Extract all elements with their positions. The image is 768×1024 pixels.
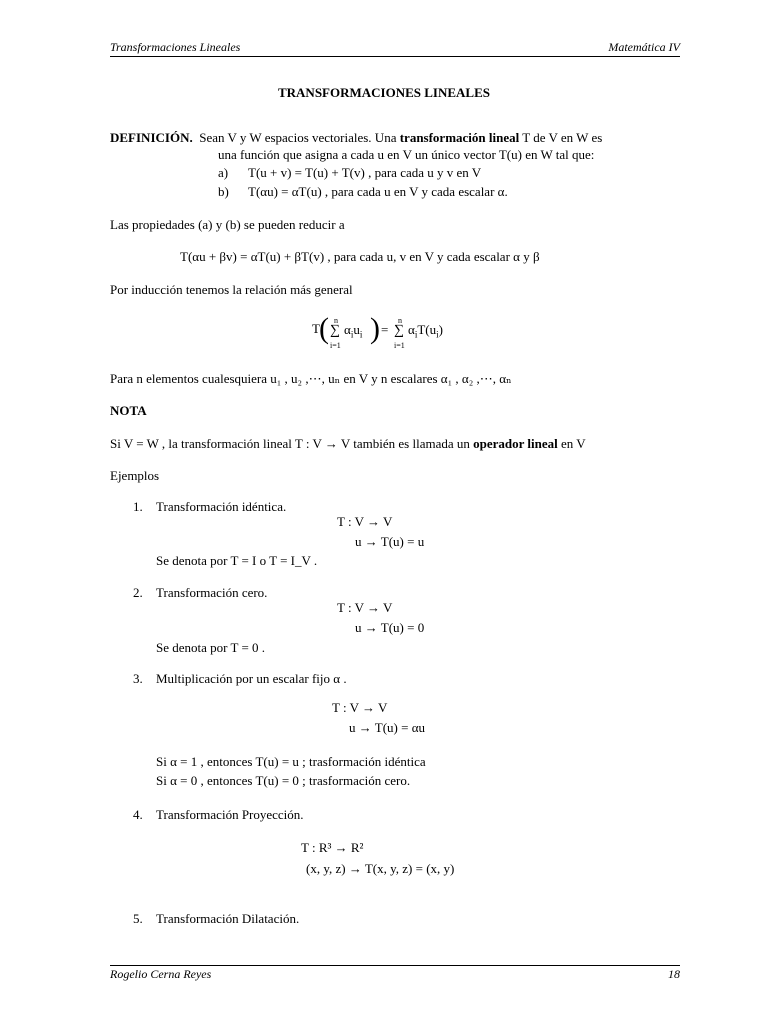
header-rule <box>110 56 680 57</box>
definition-b-text: T(αu) = αT(u) , para cada u en V y cada escalar α. <box>248 184 508 199</box>
header-right: Matemática IV <box>608 40 680 54</box>
definition-bold: transformación lineal <box>399 130 520 145</box>
formula-T: T <box>312 321 320 336</box>
page-title: TRANSFORMACIONES LINEALES <box>277 85 490 100</box>
sum-top-1: n <box>334 316 338 325</box>
nota-heading: NOTA <box>110 403 147 418</box>
example-1-map2: u → T(u) = u <box>355 534 425 549</box>
example-5-num: 5. <box>133 911 143 926</box>
example-2-map1: T : V → V <box>337 600 393 615</box>
example-5-title: Transformación Dilatación. <box>156 911 300 926</box>
example-4-num: 4. <box>133 807 143 822</box>
formula-eq: = <box>381 322 389 337</box>
example-1-title: Transformación idéntica. <box>156 499 287 514</box>
definition-text-b: T de V en W es <box>519 130 603 145</box>
footer-page-number: 18 <box>668 967 680 981</box>
ejemplos-heading: Ejemplos <box>110 468 160 483</box>
example-2-map2: u → T(u) = 0 <box>355 620 425 635</box>
formula-left-paren: ( <box>319 312 329 345</box>
rhs-term: $\alpha_iT(u_i)$ <box>408 322 443 340</box>
example-1-note: Se denota por T = I o T = I_V . <box>156 553 318 568</box>
footer-rule <box>110 965 680 966</box>
definition-line1 <box>110 131 602 146</box>
inner-alpha: $\alpha_iu_i$ <box>344 322 363 340</box>
sum-top-2: n <box>398 316 402 325</box>
example-2-title: Transformación cero. <box>156 585 268 600</box>
example-2-num: 2. <box>133 585 143 600</box>
reduce-formula: T(αu + βv) = αT(u) + βT(v) , para cada u, v en V y cada escalar α y β <box>180 249 540 264</box>
sigma-2: ∑ <box>394 323 404 338</box>
definition-b-label: b) <box>218 184 229 199</box>
reduce-text: Las propiedades (a) y (b) se pueden reducir a <box>110 217 345 232</box>
induction-formula <box>312 312 472 354</box>
sigma-1: ∑ <box>330 323 340 338</box>
example-3-map2: u → T(u) = αu <box>349 720 426 735</box>
example-3-si2: Si α = 0 , entonces T(u) = 0 ; trasformación cero. <box>156 773 411 788</box>
example-4-map1: T : R³ → R² <box>301 840 364 855</box>
example-1-num: 1. <box>133 499 143 514</box>
sum-bottom-2: i=1 <box>394 341 405 350</box>
header-left: Transformaciones Lineales <box>110 40 241 54</box>
definition-a-text: T(u + v) = T(u) + T(v) , para cada u y v en V <box>248 165 482 180</box>
example-3-si1: Si α = 1 , entonces T(u) = u ; trasformación idéntica <box>156 754 426 769</box>
formula-right-paren: ) <box>370 312 380 345</box>
example-3-num: 3. <box>133 671 143 686</box>
example-2-note: Se denota por T = 0 . <box>156 640 266 655</box>
example-3-title: Multiplicación por un escalar fijo α . <box>156 671 347 686</box>
example-4-map2: (x, y, z) → T(x, y, z) = (x, y) <box>306 861 455 876</box>
footer-left: Rogelio Cerna Reyes <box>110 967 212 981</box>
definition-line2: una función que asigna a cada u en V un único vector T(u) en W tal que: <box>218 147 595 162</box>
sum-bottom-1: i=1 <box>330 341 341 350</box>
example-4-title: Transformación Proyección. <box>156 807 304 822</box>
definition-label: DEFINICIÓN. <box>110 130 193 145</box>
example-1-map1: T : V → V <box>337 514 393 529</box>
example-3-map1: T : V → V <box>332 700 388 715</box>
elements-text: Para n elementos cualesquiera u₁ , u₂ ,⋯, uₙ en V y n escalares α₁ , α₂ ,⋯, αₙ <box>110 371 512 386</box>
definition-a-label: a) <box>218 165 229 180</box>
induction-text: Por inducción tenemos la relación más general <box>110 282 353 297</box>
definition-text-a: Sean V y W espacios vectoriales. Una <box>199 130 400 145</box>
nota-text: Si V = W , la transformación lineal T : V → V también es llamada un operador lineal en V <box>110 436 586 451</box>
